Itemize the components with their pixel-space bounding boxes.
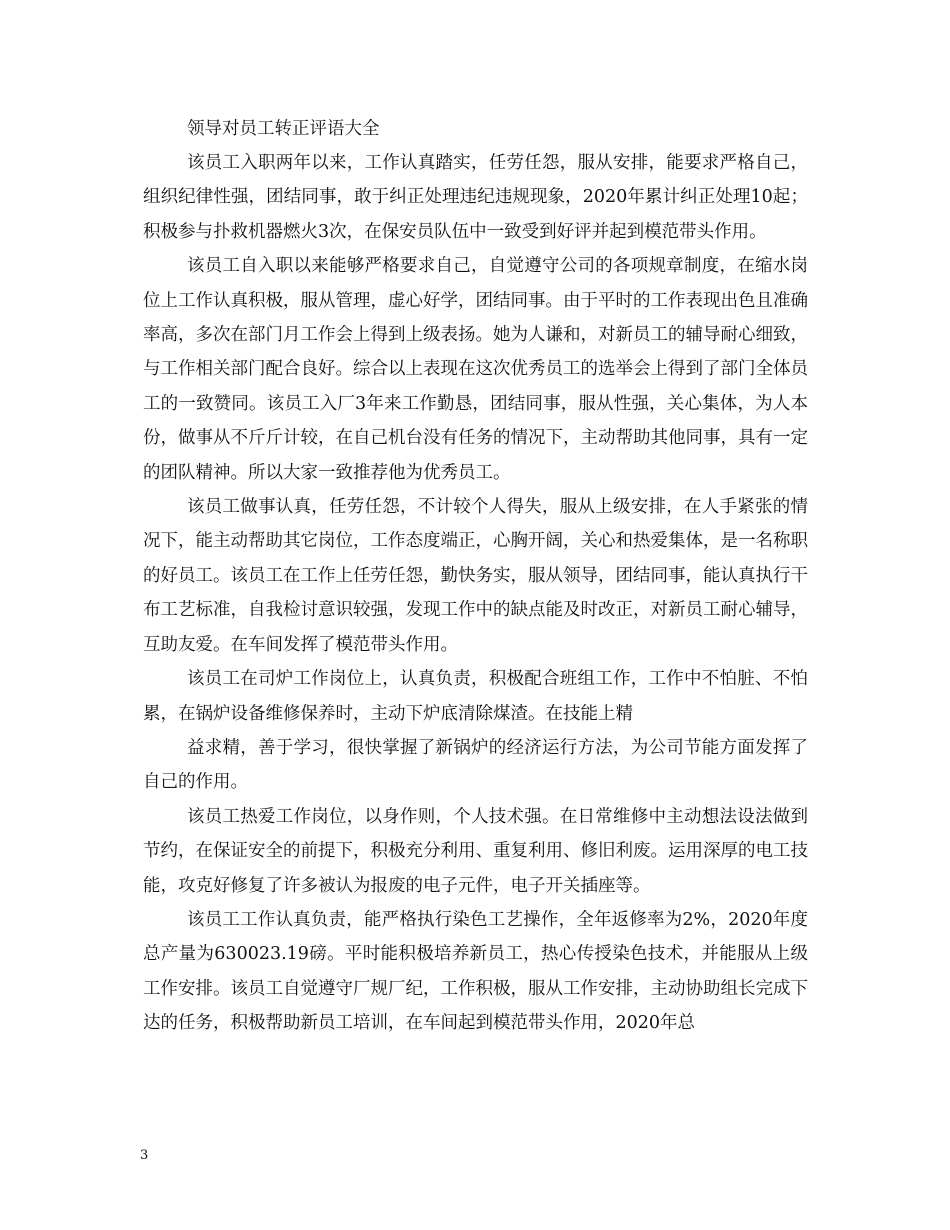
- paragraph-excellent-employee: 该员工自入职以来能够严格要求自己，自觉遵守公司的各项规章制度，在缩水岗位上工作认真积极，服从管理，虚心好学，团结同事。由于平时的工作表现出色且准确率高，多次在部门月工作会上得到上级表扬。她为人谦和，对新员工的辅导耐心细致，与工作相关部门配合良好。综合以上表现在这次优秀员工的选举会上得到了部门全体员工的一致赞同。该员工入厂3年来工作勤恳，团结同事，服从性强，关心集体，为人本份，做事从不斤斤计较，在自己机台没有任务的情况下，主动帮助其他同事，具有一定的团队精神。所以大家一致推荐他为优秀员工。: [143, 256, 808, 483]
- paragraph-boiler-operator: 该员工在司炉工作岗位上，认真负责，积极配合班组工作，工作中不怕脏、不怕累，在锅炉设备维修保养时，主动下炉底清除煤渣。在技能上精: [143, 669, 808, 724]
- document-body: [143, 112, 808, 1041]
- paragraph-dyeing-operator: 该员工工作认真负责，能严格执行染色工艺操作，全年返修率为2%，2020年度总产量为630023.19磅。平时能积极培养新员工，热心传授染色技术，并能服从上级工作安排。该员工自觉遵守厂规厂纪，工作积极，服从工作安排，主动协助组长完成下达的任务，积极帮助新员工培训，在车间起到模范带头作用，2020年总: [143, 909, 808, 1034]
- paragraph-boiler-operator-continued: 益求精，善于学习，很快掌握了新锅炉的经济运行方法，为公司节能方面发挥了自己的作用。: [143, 737, 808, 793]
- document-title: 领导对员工转正评语大全: [187, 119, 380, 139]
- paragraph-diligent-worker: 该员工做事认真，任劳任怨，不计较个人得失，服从上级安排，在人手紧张的情况下，能主动帮助其它岗位，工作态度端正，心胸开阔，关心和热爱集体，是一名称职的好员工。该员工在工作上任劳任怨，勤快务实，服从领导，团结同事，能认真执行干布工艺标准，自我检讨意识较强，发现工作中的缺点能及时改正，对新员工耐心辅导，互助友爱。在车间发挥了模范带头作用。: [143, 497, 808, 655]
- paragraph-probation-review-1: 该员工入职两年以来，工作认真踏实，任劳任怨，服从安排，能要求严格自己，组织纪律性强，团结同事，敢于纠正处理违纪违规现象，2020年累计纠正处理10起；积极参与扑救机器燃火3次，在保安员队伍中一致受到好评并起到模范带头作用。: [143, 153, 808, 242]
- paragraph-electrician: 该员工热爱工作岗位，以身作则，个人技术强。在日常维修中主动想法设法做到节约，在保证安全的前提下，积极充分利用、重复利用、修旧利废。运用深厚的电工技能，攻克好修复了许多被认为报废的电子元件，电子开关插座等。: [143, 806, 808, 896]
- page-number: 3: [140, 1148, 149, 1163]
